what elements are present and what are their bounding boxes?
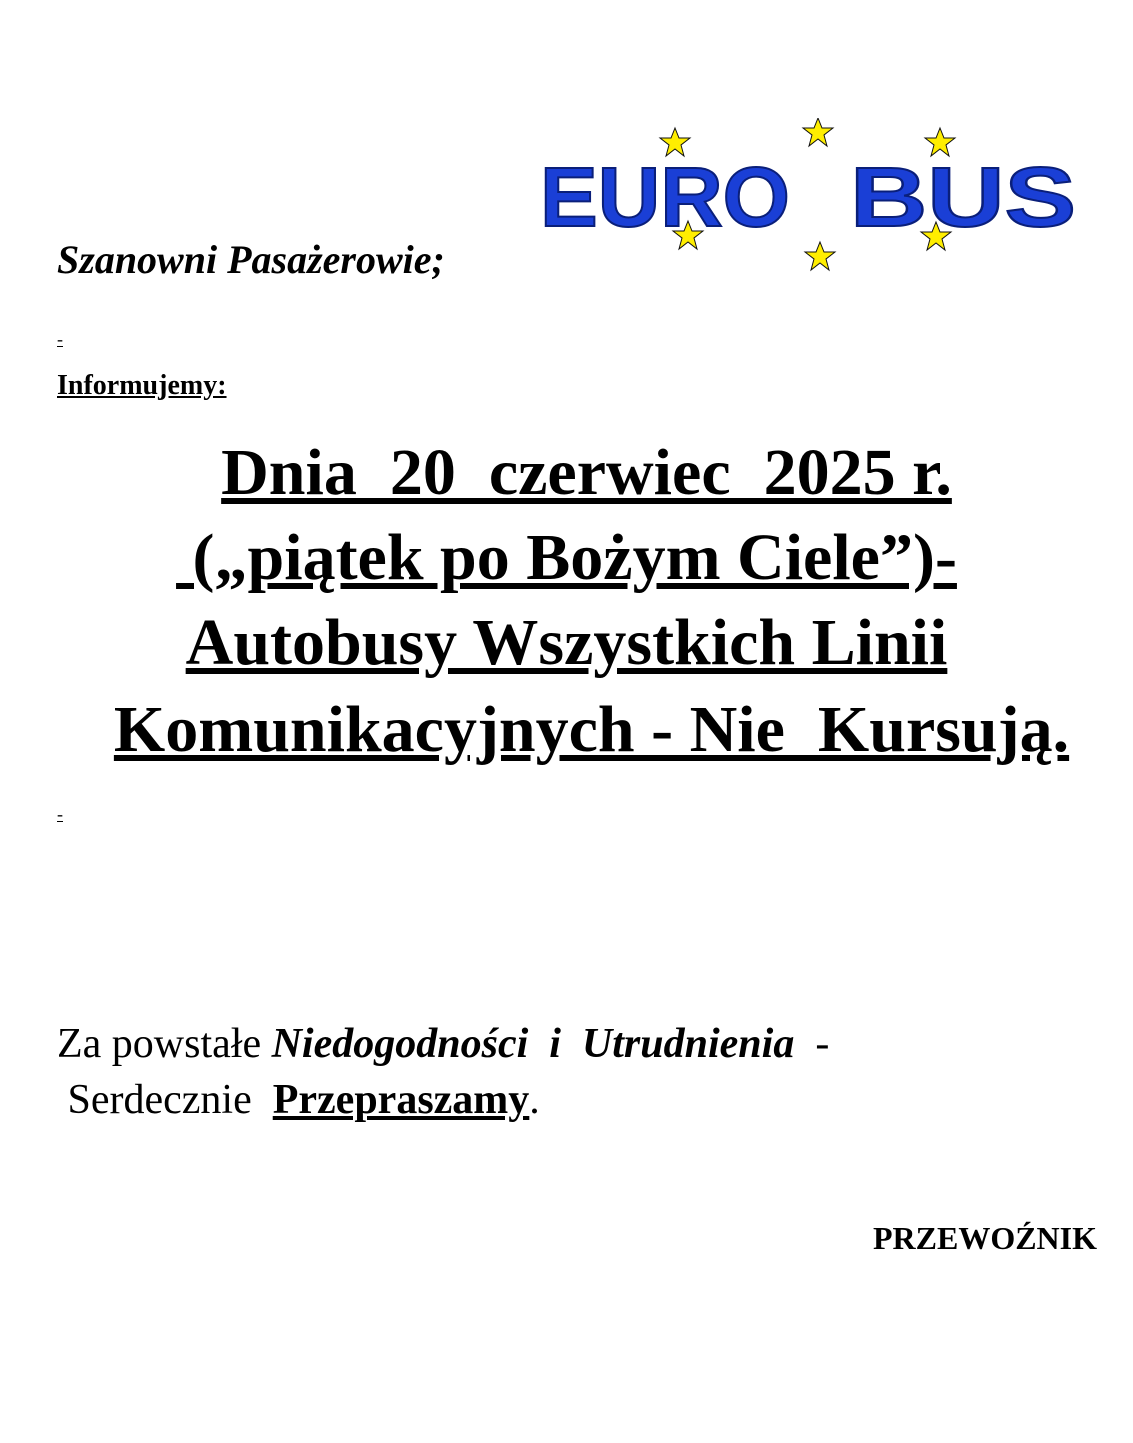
- signature: PRZEWOŹNIK: [872, 1220, 1097, 1256]
- apology-line-1: [57, 1020, 829, 1068]
- logo-text-euro: EURO: [540, 150, 790, 244]
- apology-prefix: Za powstałe: [57, 1021, 272, 1067]
- headline-line-1: Dnia 20 czerwiec 2025 r.: [221, 436, 952, 509]
- headline-line-3: Autobusy Wszystkich Linii: [185, 606, 948, 679]
- greeting: Szanowni Pasażerowie;: [57, 237, 445, 282]
- eurobus-logo: [540, 118, 1080, 278]
- apology-suffix: -: [794, 1021, 830, 1067]
- apology-emphasis: Niedogodności i Utrudnienia: [271, 1021, 795, 1067]
- apology-strong: Przepraszamy: [272, 1077, 530, 1123]
- separator-dash: -: [57, 804, 63, 824]
- star-icon: [803, 118, 833, 146]
- apology-line2-prefix: Serdecznie: [57, 1077, 273, 1123]
- apology-line2-suffix: .: [529, 1077, 540, 1123]
- headline-line-4: Komunikacyjnych - Nie Kursują.: [113, 693, 1070, 766]
- separator-dash: -: [57, 329, 63, 349]
- apology-line-2: [57, 1076, 540, 1124]
- logo-text-bus: BUS: [850, 150, 1076, 244]
- inform-label: Informujemy:: [57, 370, 227, 401]
- star-icon: [805, 242, 835, 270]
- headline-line-2: („piątek po Bożym Ciele”)-: [176, 521, 957, 594]
